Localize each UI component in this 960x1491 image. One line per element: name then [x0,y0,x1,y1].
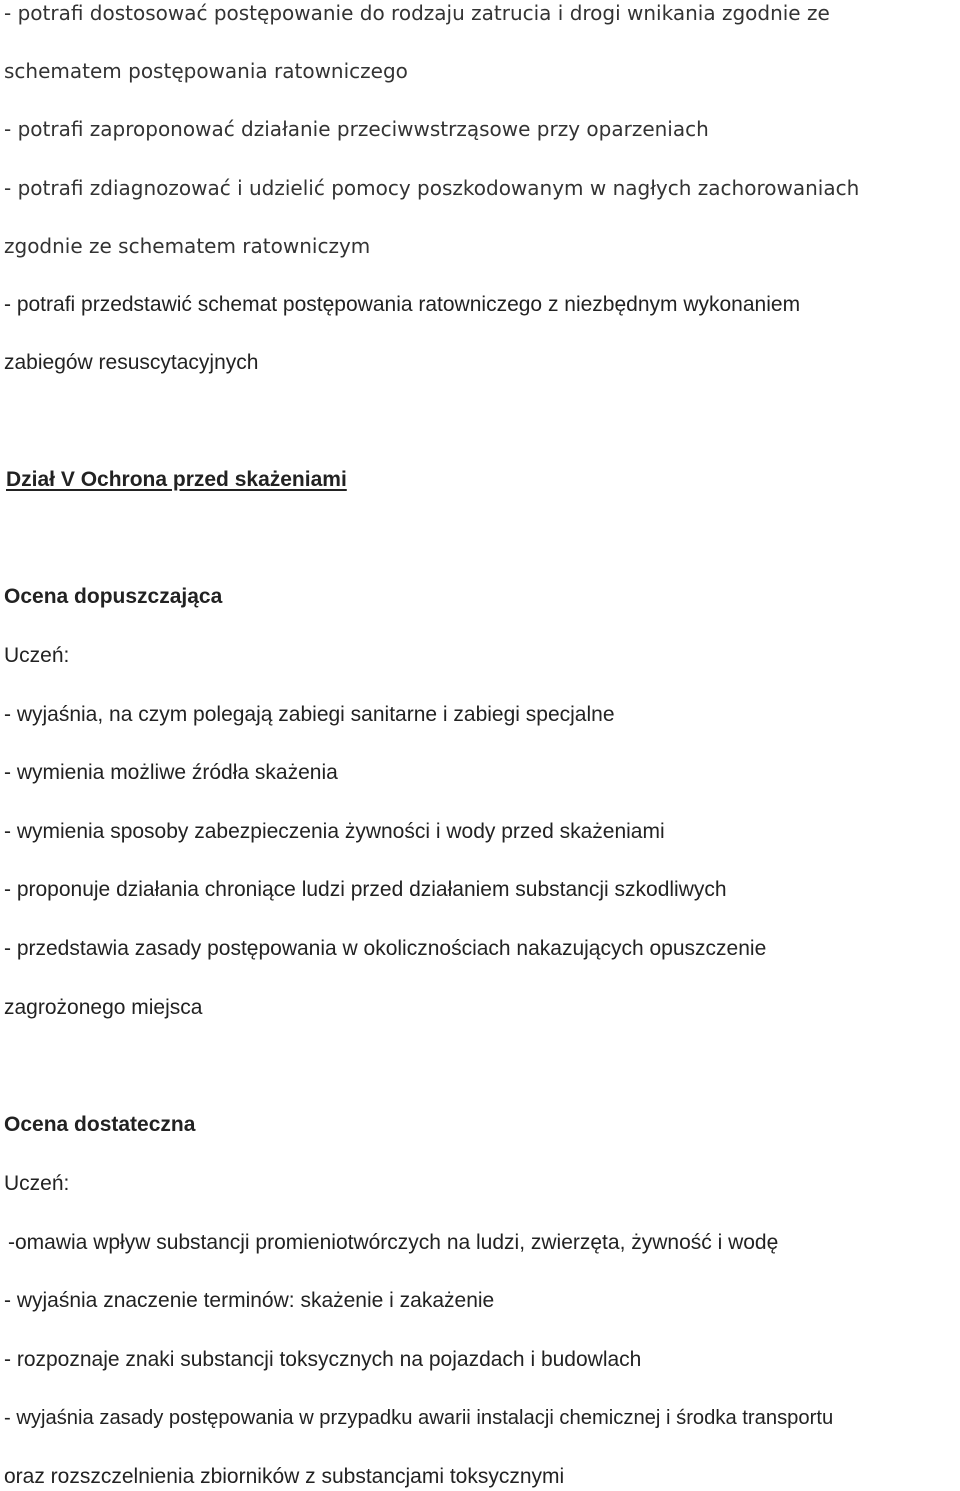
text-line: - potrafi zdiagnozować i udzielić pomocy poszkodowanym w nagłych zachorowaniach [4,176,860,200]
list-item: -omawia wpływ substancji promieniotwórczych na ludzi, zwierzęta, żywność i wodę [8,1231,779,1254]
list-item: - wyjaśnia zasady postępowania w przypadku awarii instalacji chemicznej i środka transportu [4,1407,834,1429]
list-item: - wyjaśnia znaczenie terminów: skażenie i zakażenie [4,1289,495,1312]
list-item: - rozpoznaje znaki substancji toksycznych na pojazdach i budowlach [4,1348,642,1371]
text-line: zgodnie ze schematem ratowniczym [4,234,371,258]
grade-heading: Ocena dopuszczająca [4,585,223,608]
list-item: - przedstawia zasady postępowania w okolicznościach nakazujących opuszczenie [4,937,767,960]
list-item: - wyjaśnia, na czym polegają zabiegi sanitarne i zabiegi specjalne [4,703,615,726]
list-item: - wymienia sposoby zabezpieczenia żywności i wody przed skażeniami [4,820,665,843]
section-title: Dział V Ochrona przed skażeniami [6,468,347,491]
student-label: Uczeń: [4,1172,70,1195]
list-item: - wymienia możliwe źródła skażenia [4,761,338,784]
text-line: - potrafi dostosować postępowanie do rodzaju zatrucia i drogi wnikania zgodnie ze [4,1,830,25]
text-line: - potrafi przedstawić schemat postępowania ratowniczego z niezbędnym wykonaniem [4,293,801,316]
grade-heading: Ocena dostateczna [4,1113,196,1136]
list-item: - proponuje działania chroniące ludzi przed działaniem substancji szkodliwych [4,878,727,901]
student-label: Uczeń: [4,644,70,667]
text-line: schematem postępowania ratowniczego [4,59,408,83]
list-item: zagrożonego miejsca [4,996,203,1019]
text-line: zabiegów resuscytacyjnych [4,351,259,374]
list-item: oraz rozszczelnienia zbiorników z substancjami toksycznymi [4,1465,565,1488]
text-line: - potrafi zaproponować działanie przeciwwstrząsowe przy oparzeniach [4,117,709,141]
